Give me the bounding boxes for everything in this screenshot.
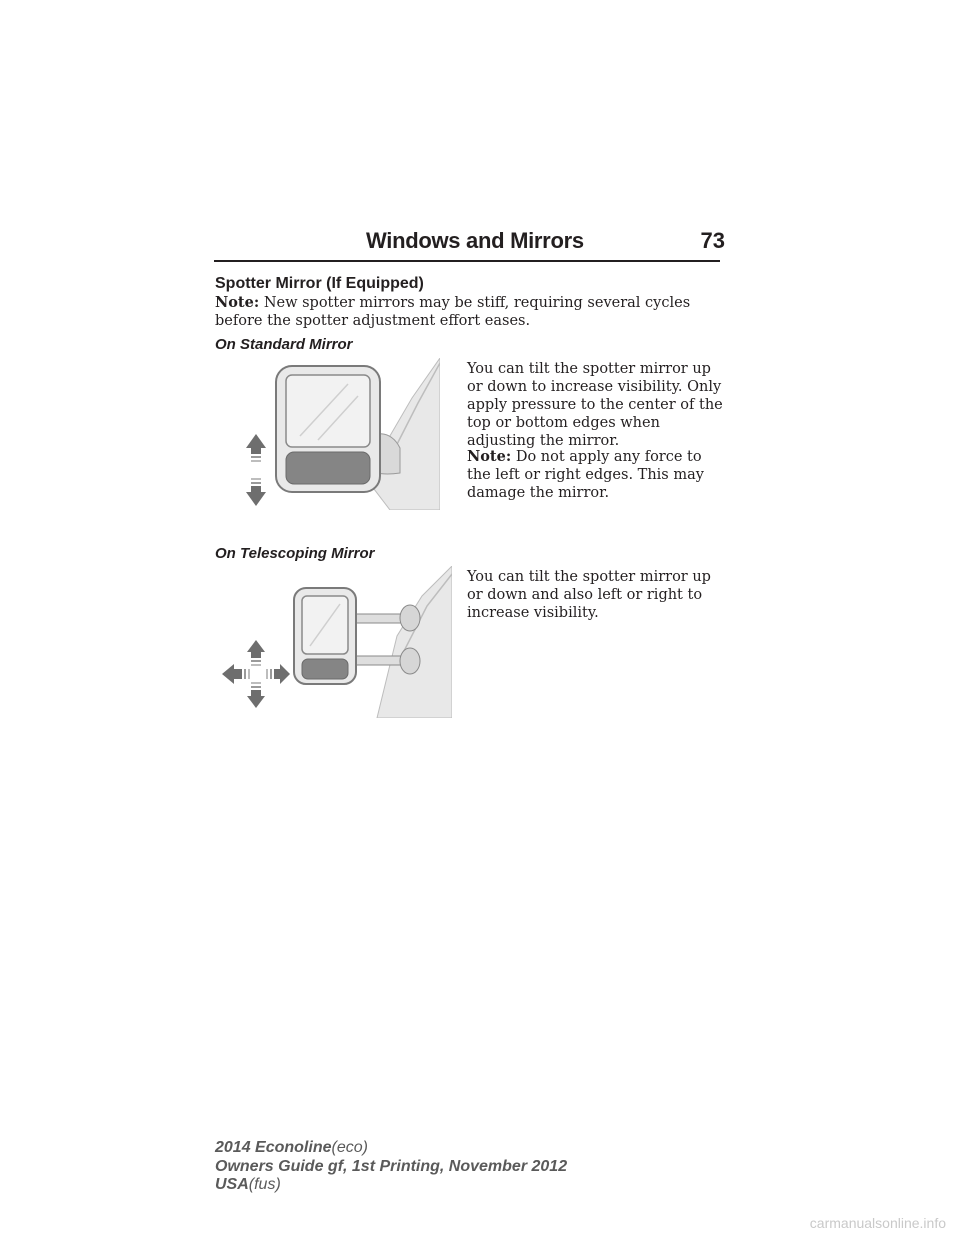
intro-note <box>215 294 715 330</box>
telescoping-mirror-heading: On Telescoping Mirror <box>215 545 375 562</box>
footer-market: USA <box>215 1176 249 1193</box>
standard-note <box>467 448 727 502</box>
note-label: Note: <box>215 294 260 311</box>
tilt-up-arrow-icon <box>246 434 266 462</box>
section-title: Spotter Mirror (If Equipped) <box>215 275 424 292</box>
footer-line-2: Owners Guide gf, 1st Printing, November 2012 <box>215 1157 568 1175</box>
tilt-right-arrow-icon <box>266 664 290 684</box>
tilt-down-arrow-icon <box>247 682 265 708</box>
telescoping-paragraph: You can tilt the spotter mirror up or down and also left or right to increase visibility. <box>467 569 711 621</box>
watermark: carmanualsonline.info <box>809 1215 946 1231</box>
header-divider <box>214 260 720 262</box>
document-footer <box>215 1139 567 1195</box>
tilt-down-arrow-icon <box>246 478 266 506</box>
standard-mirror-illustration <box>240 358 440 510</box>
standard-paragraph: You can tilt the spotter mirror up or down to increase visibility. Only apply pressure to the center of the top or bottom edges when adjusting the mirror. <box>467 361 723 449</box>
footer-model: 2014 Econoline <box>215 1139 332 1156</box>
tilt-left-arrow-icon <box>222 664 250 684</box>
telescoping-mirror-illustration <box>222 566 452 718</box>
standard-note-text: Do not apply any force to the left or right edges. This may damage the mirror. <box>467 449 704 501</box>
standard-note-label: Note: <box>467 448 512 465</box>
footer-model-code: (eco) <box>331 1139 368 1156</box>
tilt-up-arrow-icon <box>247 640 265 666</box>
chapter-title: Windows and Mirrors <box>366 228 584 253</box>
page-number: 73 <box>700 228 725 253</box>
footer-line-3 <box>215 1176 567 1195</box>
standard-mirror-heading: On Standard Mirror <box>215 336 353 353</box>
note-text: New spotter mirrors may be stiff, requiring several cycles before the spotter adjustment effort eases. <box>215 295 691 329</box>
footer-line-1 <box>215 1139 567 1158</box>
footer-market-code: (fus) <box>248 1176 281 1193</box>
